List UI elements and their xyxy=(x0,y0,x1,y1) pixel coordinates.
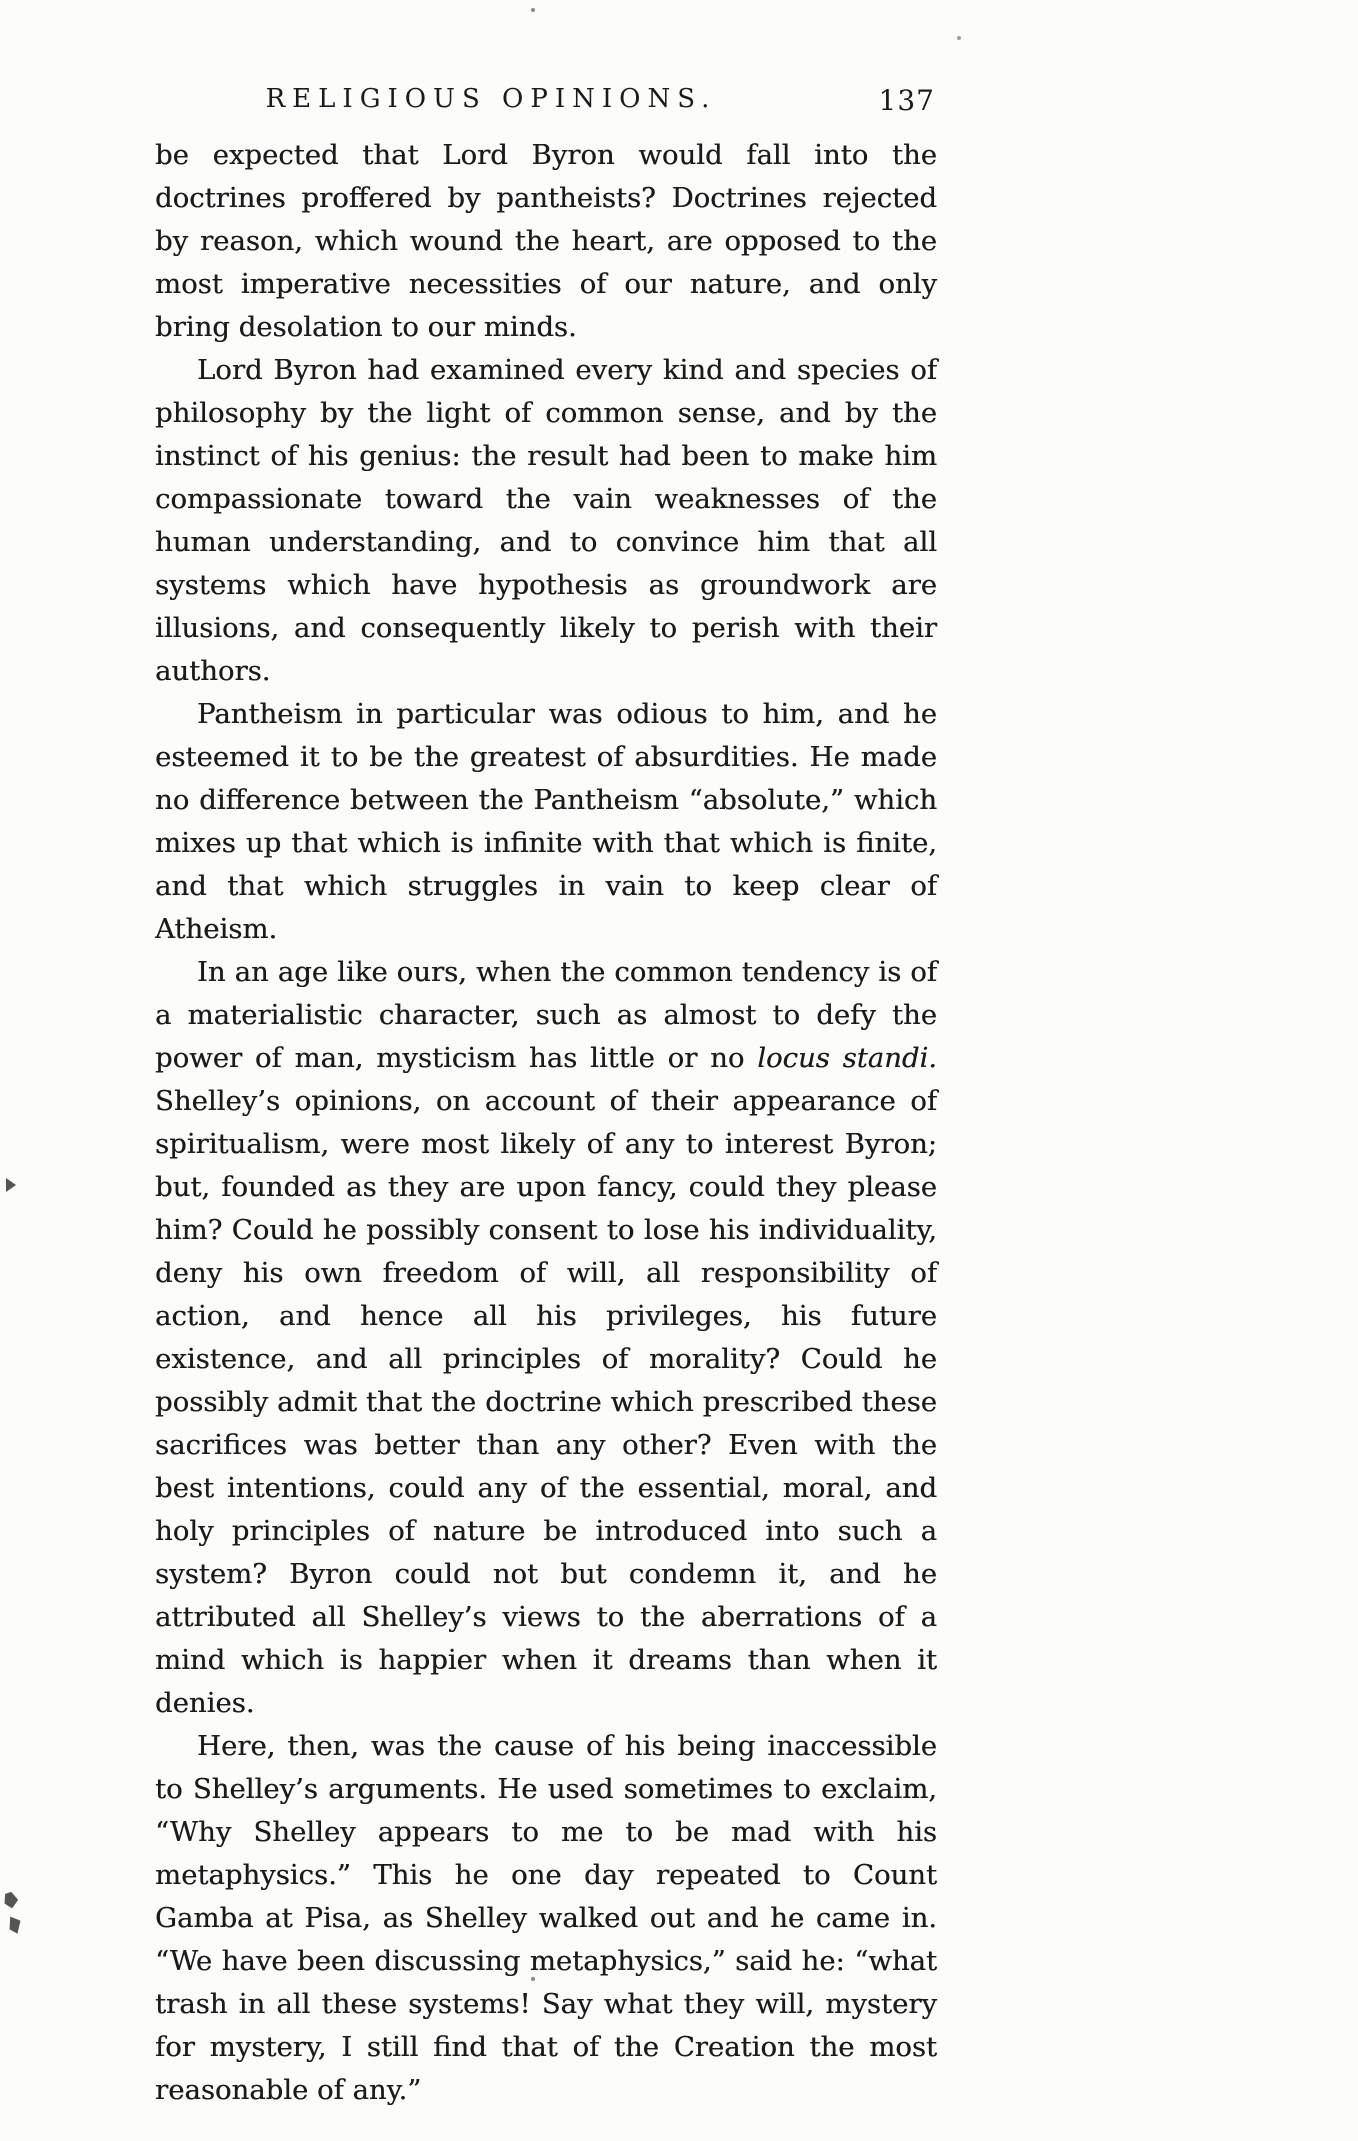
scan-artifact xyxy=(2,1891,19,1910)
page-title: RELIGIOUS OPINIONS. xyxy=(265,84,717,114)
paragraph: be expected that Lord Byron would fall into the doctrines proffered by pantheists? Doctrines rejected by reason, which wound the heart, are opposed to the most imperative necessities of our nature, and only bring desolation to our minds. xyxy=(155,139,937,343)
scan-artifact xyxy=(531,8,535,12)
latin-phrase: locus standi. xyxy=(757,1042,937,1074)
paragraph-text: In an age like ours, when the common tendency is of a materialistic character, such as almost to defy the power of man, mysticism has little or no xyxy=(155,956,937,1074)
paragraph: Here, then, was the cause of his being inaccessible to Shelley’s arguments. He used sometimes to exclaim, “Why Shelley appears to me to be mad with his metaphysics.” This he one day repeated to Count Gamba at Pisa, as Shelley walked out and he came in. “We have been discussing metaphysics,” said he: “what trash in all these systems! Say what they will, mystery for mystery, I still find that of the Creation the most reasonable of any.” xyxy=(155,1730,937,2106)
scan-artifact xyxy=(957,36,961,40)
paragraph: Lord Byron had examined every kind and species of philosophy by the light of common sense, and by the instinct of his genius: the result had been to make him compassionate toward the vain weaknesses of the human understanding, and to convince him that all systems which have hypothesis as groundwork are illusions, and consequently likely to perish with their authors. xyxy=(155,354,937,687)
scan-artifact xyxy=(531,1977,535,1981)
page-number: 137 xyxy=(878,84,935,117)
scan-artifact xyxy=(8,1915,22,1934)
running-header xyxy=(155,84,937,124)
scan-artifact xyxy=(6,1178,16,1192)
paragraph: Pantheism in particular was odious to him, and he esteemed it to be the greatest of absurdities. He made no difference between the Pantheism “absolute,” which mixes up that which is infinite with that which is finite, and that which struggles in vain to keep clear of Atheism. xyxy=(155,698,937,945)
body-text xyxy=(155,134,937,2112)
paragraph xyxy=(155,951,937,1725)
paragraph-text: Shelley’s opinions, on account of their appearance of spiritualism, were most likely of any to interest Byron; but, founded as they are upon fancy, could they please him? Could he possibly consent to lose his individuality, deny his own freedom of will, all responsibility of action, and hence all his privileges, his future existence, and all principles of morality? Could he possibly admit that the doctrine which prescribed these sacrifices was better than any other? Even with the best intentions, could any of the essential, moral, and holy principles of nature be introduced into such a system? Byron could not but condemn it, and he attributed all Shelley’s views to the aberrations of a mind which is happier when it dreams than when it denies. xyxy=(155,1085,937,1719)
